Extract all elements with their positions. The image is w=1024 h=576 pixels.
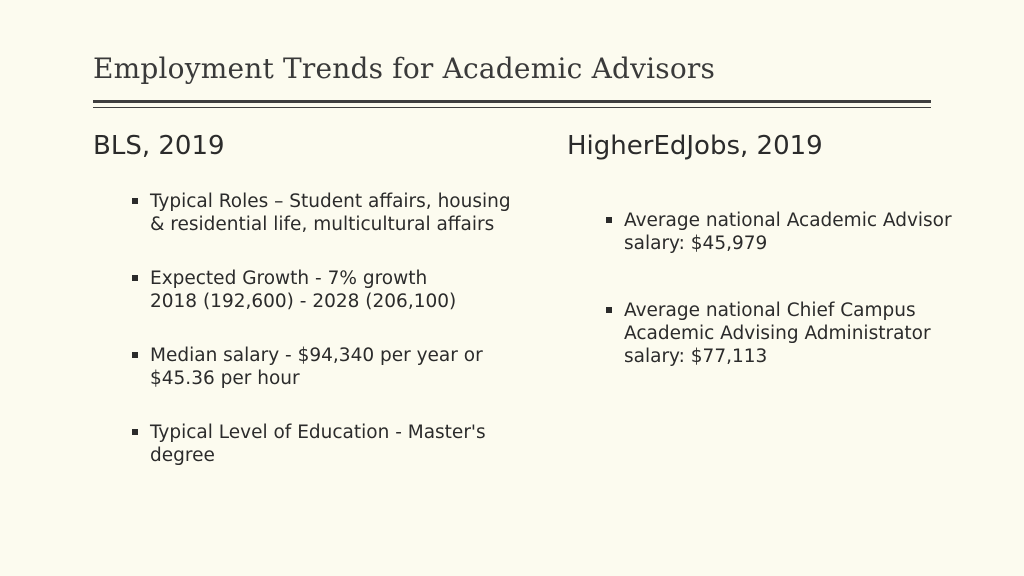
bullet-administrator-salary bbox=[624, 299, 984, 368]
square-bullet-icon bbox=[606, 217, 612, 223]
square-bullet-icon bbox=[606, 307, 612, 313]
bullet-line: Typical Roles – Student affairs, housing bbox=[150, 191, 511, 212]
bullet-line: $45.36 per hour bbox=[150, 368, 300, 389]
bullet-line: Typical Level of Education - Master's bbox=[150, 422, 486, 443]
bullet-line: salary: $77,113 bbox=[624, 346, 768, 367]
bullet-advisor-salary bbox=[624, 209, 984, 255]
square-bullet-icon bbox=[132, 352, 138, 358]
bullet-median-salary bbox=[150, 344, 550, 390]
bullet-typical-roles bbox=[150, 190, 550, 236]
bullet-line: salary: $45,979 bbox=[624, 233, 768, 254]
bullet-line: Average national Chief Campus bbox=[624, 300, 916, 321]
square-bullet-icon bbox=[132, 275, 138, 281]
bullet-line: 2018 (192,600) - 2028 (206,100) bbox=[150, 291, 457, 312]
title-divider-thick bbox=[93, 100, 931, 103]
right-column-heading: HigherEdJobs, 2019 bbox=[567, 131, 823, 161]
slide-title: Employment Trends for Academic Advisors bbox=[93, 52, 716, 85]
bullet-education-level bbox=[150, 421, 550, 467]
bullet-line: & residential life, multicultural affairs bbox=[150, 214, 495, 235]
bullet-line: degree bbox=[150, 445, 215, 466]
square-bullet-icon bbox=[132, 198, 138, 204]
square-bullet-icon bbox=[132, 429, 138, 435]
bullet-line: Academic Advising Administrator bbox=[624, 323, 931, 344]
left-bullet-list bbox=[150, 190, 550, 498]
right-bullet-list bbox=[624, 209, 984, 412]
left-column-heading: BLS, 2019 bbox=[93, 131, 225, 161]
bullet-expected-growth bbox=[150, 267, 550, 313]
bullet-line: Median salary - $94,340 per year or bbox=[150, 345, 483, 366]
bullet-line: Average national Academic Advisor bbox=[624, 210, 952, 231]
title-divider-thin bbox=[93, 107, 931, 108]
bullet-line: Expected Growth - 7% growth bbox=[150, 268, 428, 289]
